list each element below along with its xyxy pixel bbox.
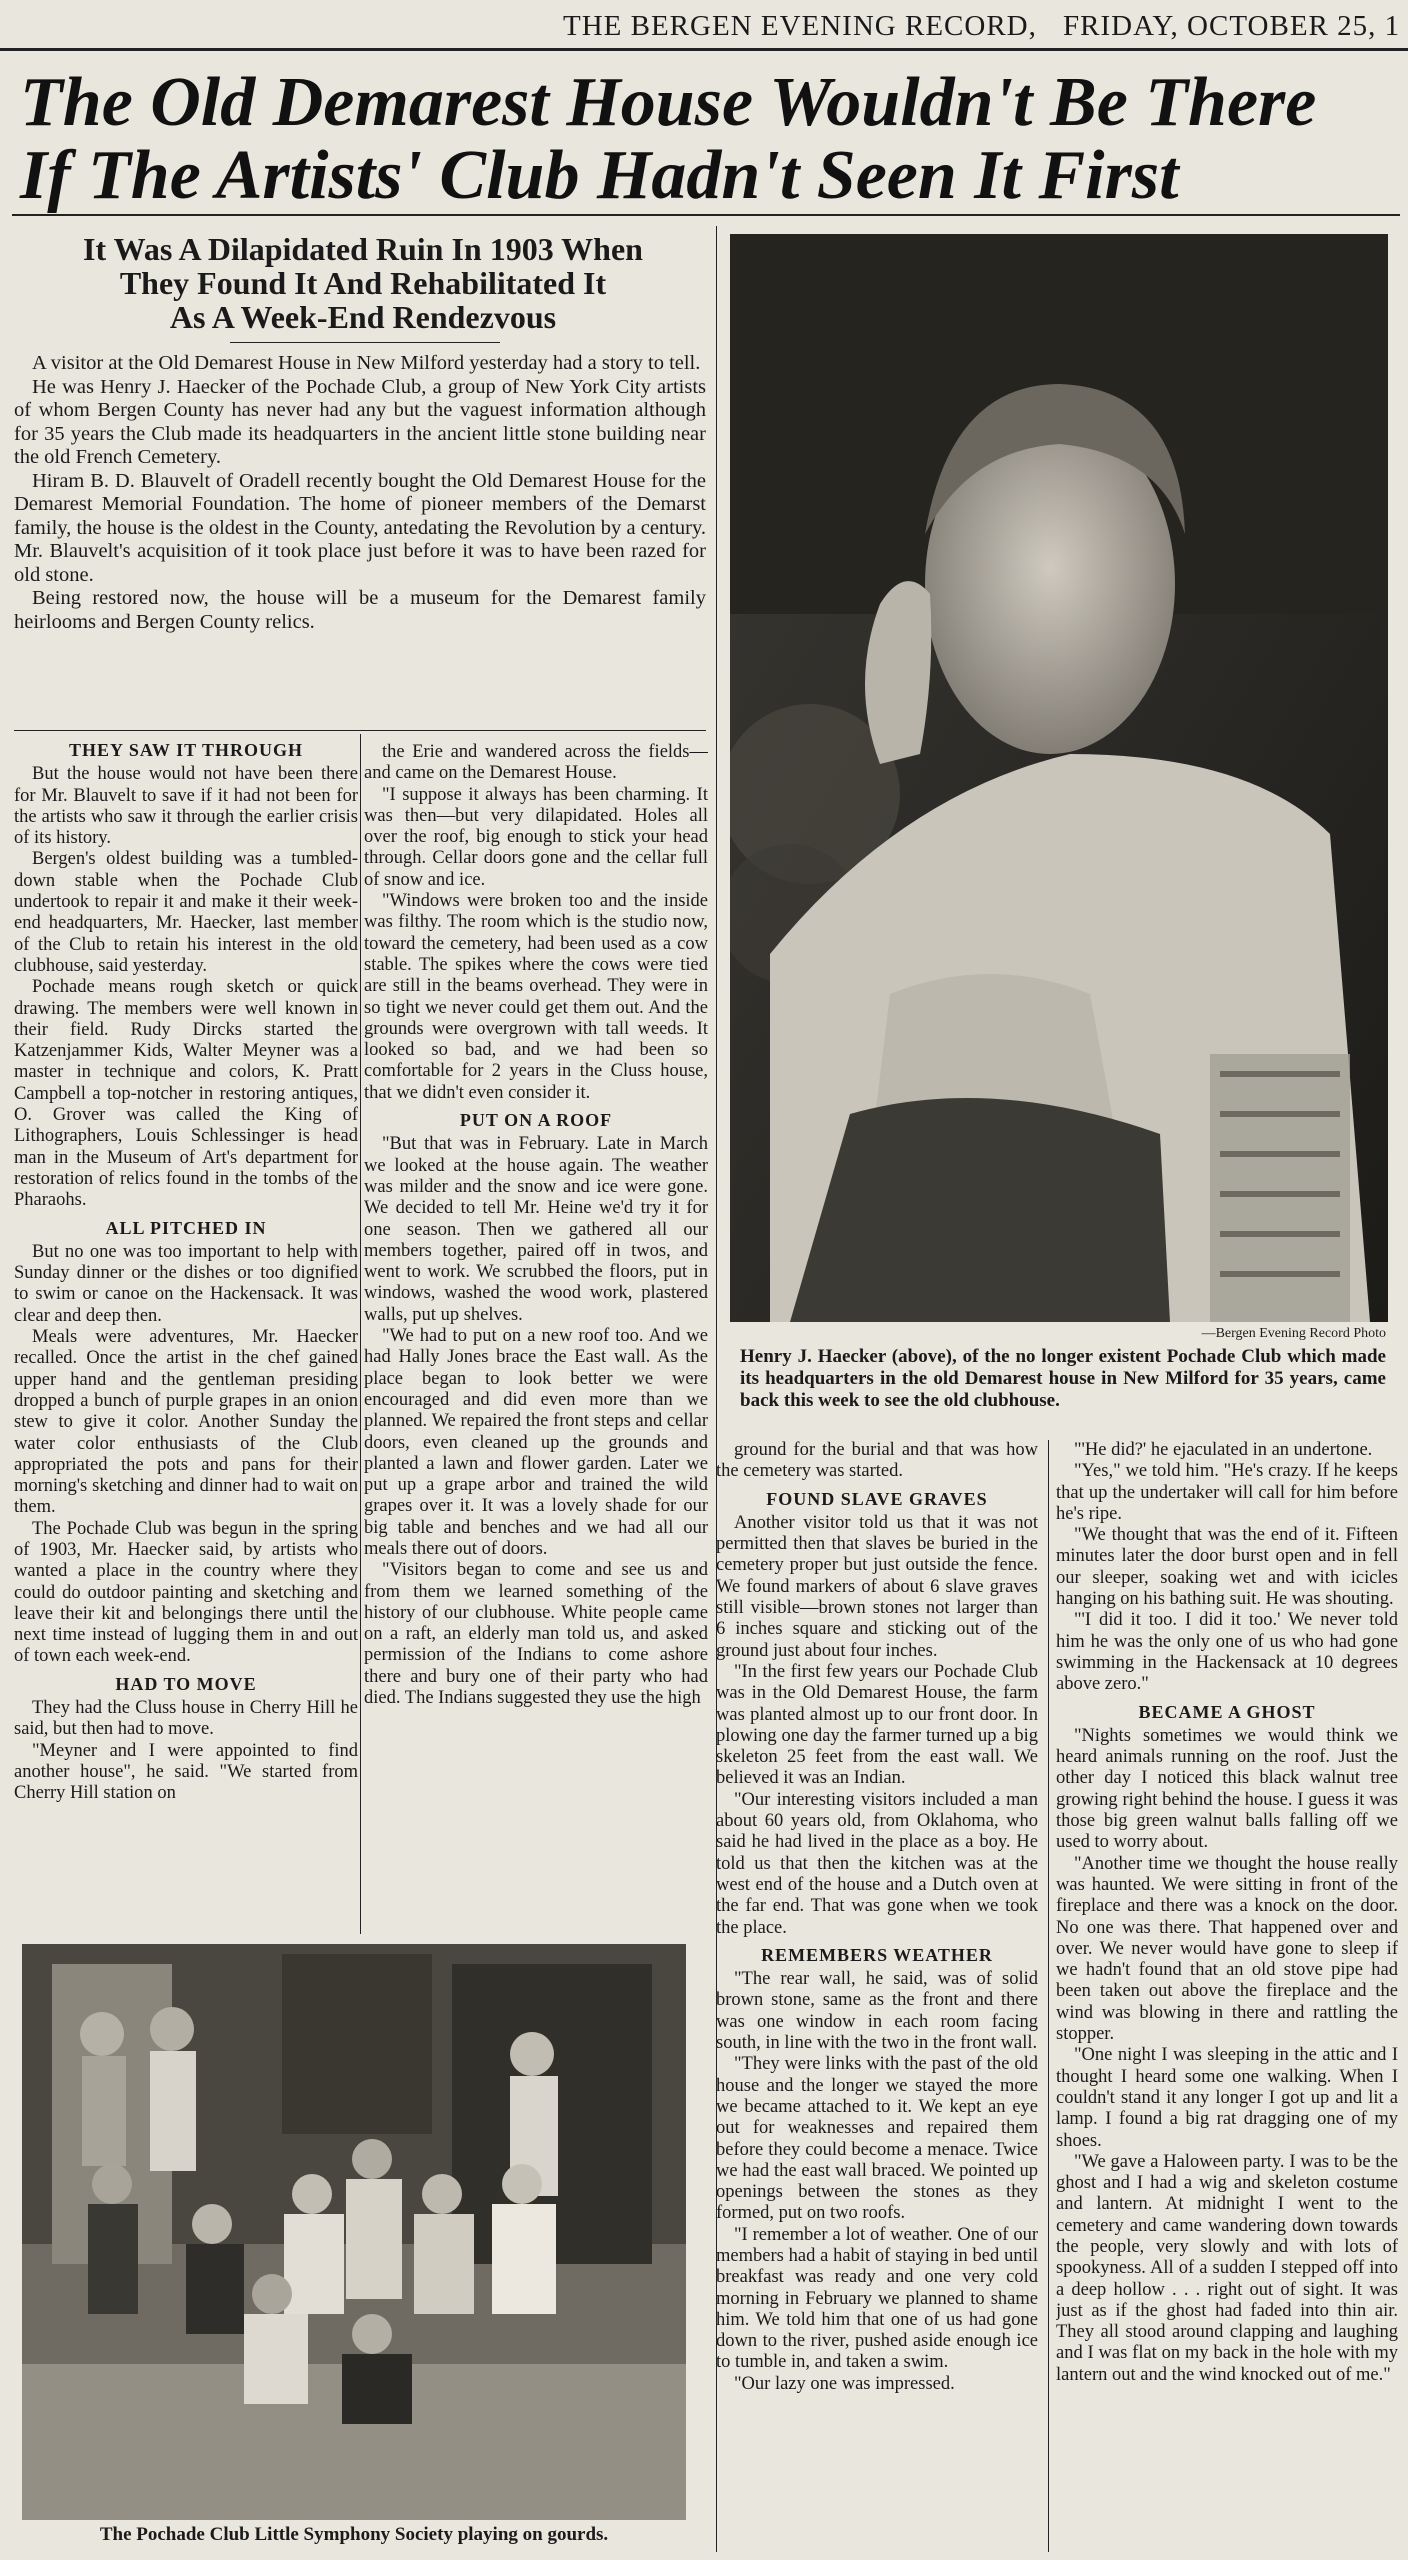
photo-group-caption: The Pochade Club Little Symphony Society playing on gourds. (99, 2524, 609, 2545)
column-2 (364, 742, 708, 1934)
column-rule (1048, 1440, 1049, 2552)
subhead-remembers-weather: REMEMBERS WEATHER (761, 1944, 993, 1965)
paragraph: "Nights sometimes we would think we heard animals running on the roof. Just the other day I noticed this black walnut tree growing right behind the house. I guess it was those big green walnut balls falling off we used to worry about. (1056, 1725, 1398, 1853)
lede-paragraph: A visitor at the Old Demarest House in New Milford yesterday had a story to tell. (32, 352, 701, 374)
lede-rule (14, 730, 706, 731)
subhead-saw-it-through: THEY SAW IT THROUGH (69, 740, 303, 760)
lede-paragraph: Hiram B. D. Blauvelt of Oradell recently bought the Old Demarest House for the Demarest Memorial Foundation. The home of pioneer members of the Demarst family, the house is the oldest in the County, antedating the Revolution by a century. Mr. Blauvelt's acquisition of it took place just before it was to have been razed for old stone. (14, 469, 706, 586)
paragraph: But the house would not have been there for Mr. Blauvelt to save if it had not been for the artists who saw it through the earlier crisis of its history. (14, 764, 358, 849)
headline-rule (12, 214, 1400, 216)
column-3 (716, 1440, 1038, 2552)
paragraph: Pochade means rough sketch or quick drawing. The members were well known in their field. Rudy Dircks started the Katzenjammer Kids, Walter Meyner was a master in technique and colors, K. Pratt Campbell a top-notcher in restoring antiques, O. Grover was called the King of Lithographers, Louis Schlessinger is head man in the Museum of Art's department for restoration of relics found in the tombs of the Pharaohs. (14, 977, 358, 1211)
paragraph: "In the first few years our Pochade Club was in the Old Demarest House, the farm was planted almost up to our front door. In plowing one day the farmer turned up a big skeleton 25 feet from the east wall. We believed it was an Indian. (716, 1661, 1038, 1789)
paragraph: "Windows were broken too and the inside was filthy. The room which is the studio now, toward the cemetery, had been used as a cow stable. The spikes where the cows were tied are still in the beams overhead. They were in so tight we never could get them out. And the grounds were overgrown with tall weeds. It looked so bad, and we had been so comfortable for 2 years in the Cluss house, that we didn't even consider it. (364, 891, 708, 1103)
masthead-date: FRIDAY, OCTOBER 25, 1 (1063, 10, 1401, 42)
photo-portrait-caption: Henry J. Haecker (above), of the no longer existent Pochade Club which made its headquarters in the old Demarest house in New Milford for 35 years, came back this week to see the old clubhouse. (740, 1346, 1386, 1411)
paragraph: "Visitors began to come and see us and from them we learned something of the history of our clubhouse. White people came on a raft, an elderly man told us, and asked permission of the Indians to come ashore there and bury one of their party who had died. The Indians suggested they use the high (364, 1560, 708, 1709)
paragraph: "Our interesting visitors included a man about 60 years old, from Oklahoma, who said he had lived in the place as a boy. He told us that then the kitchen was at the west end of the house and a Dutch oven at the far end. That was gone when we took the place. (716, 1789, 1038, 1938)
paragraph: ground for the burial and that was how the cemetery was started. (716, 1440, 1038, 1482)
paragraph: "Our lazy one was impressed. (734, 2373, 955, 2394)
headline-line-2: If The Artists' Club Hadn't Seen It First (20, 137, 1179, 214)
paragraph: "The rear wall, he said, was of solid brown stone, same as the front and there was one window in each room facing south, in line with the two in the front wall. (716, 1969, 1038, 2054)
deck-rule (230, 342, 500, 343)
photo-group (22, 1944, 686, 2520)
column-4 (1056, 1440, 1398, 2552)
paragraph: "They were links with the past of the old house and the longer we stayed the more we became attached to it. We kept an eye out for weaknesses and repaired them before they could become a menace. Twice we had the east wall braced. We pointed up openings between the stones as they formed, put on two roofs. (716, 2054, 1038, 2224)
subhead-put-on-a-roof: PUT ON A ROOF (459, 1110, 613, 1131)
paragraph: "Meyner and I were appointed to find another house", he said. "We started from Cherry Hill station on (14, 1740, 358, 1804)
deck-line-2: They Found It And Rehabilitated It (119, 265, 607, 301)
lede-paragraph: Being restored now, the house will be a museum for the Demarest family heirlooms and Bergen County relics. (14, 587, 706, 633)
lede-paragraph: He was Henry J. Haecker of the Pochade Club, a group of New York City artists of whom Bergen County has never had any but the vaguest information although for 35 years the Club made its headquarters in the ancient little stone building near the old French Cemetery. (14, 375, 706, 468)
photo-portrait (730, 234, 1388, 1322)
paragraph: The Pochade Club was begun in the spring of 1903, Mr. Haecker said, by artists who wanted a place in the country where they could do outdoor painting and sketching and leave their kit and belongings there until the next time instead of lugging them in and out of town each week-end. (14, 1518, 358, 1667)
paragraph: "One night I was sleeping in the attic and I thought I heard some one walking. When I couldn't stand it any longer I got up and lit a lamp. I found a big rat dragging one of my shoes. (1056, 2045, 1398, 2151)
paragraph: "We had to put on a new roof too. And we had Hally Jones brace the East wall. As the place began to look better we were encouraged and did even more than we planned. We repaired the front steps and cellar doors, even cleaned up the grounds and planted a lawn and flower garden. Later we put up a grape arbor and trained the wild grapes over it. It was a lovely shade for our big table and benches and we had all our meals there out of doors. (364, 1326, 708, 1559)
deck (12, 232, 714, 334)
paragraph: "I remember a lot of weather. One of our members had a habit of staying in bed until breakfast was ready and one very cold morning in February we planned to shame him. We told him that one of us had gone down to the river, pushed aside enough ice to tumble in, and taken a swim. (716, 2224, 1038, 2373)
paragraph: "I suppose it always has been charming. It was then—but very dilapidated. Holes all over the roof, big enough to stick your head through. Cellar doors gone and the cellar full of snow and ice. (364, 784, 708, 890)
paragraph: Bergen's oldest building was a tumbled-down stable when the Pochade Club undertook to repair it and make it their week-end headquarters, Mr. Haecker, last member of the Club to retain his interest in the old clubhouse, said yesterday. (14, 849, 358, 976)
lede-text (14, 352, 706, 730)
deck-line-1: It Was A Dilapidated Ruin In 1903 When (83, 231, 643, 267)
column-rule (360, 734, 361, 1934)
photo-credit: —Bergen Evening Record Photo (1201, 1326, 1386, 1341)
paragraph: "But that was in February. Late in March we looked at the house again. The weather was milder and the snow and ice were gone. We decided to tell Mr. Heine we'd try it for one season. Then we gathered all our members together, paired off in twos, and went to work. We scrubbed the floors, put in windows, washed the wood work, plastered walls, put up shelves. (364, 1134, 708, 1325)
paragraph: Meals were adventures, Mr. Haecker recalled. Once the artist in the chef gained upper hand and the gentleman presiding dropped a bunch of purple grapes in an onion stew to give it color. Another Sunday the water color enthusiasts of the Club appropriated the pots and pans for their morning's sketching and dinner had to wait on them. (14, 1327, 358, 1518)
paragraph: They had the Cluss house in Cherry Hill he said, but then had to move. (14, 1698, 358, 1740)
paragraph: But no one was too important to help with Sunday dinner or the dishes or too dignified to swim or canoe on the Hackensack. It was clear and deep then. (14, 1241, 358, 1326)
paragraph: Another visitor told us that it was not permitted then that slaves be buried in the cemetery proper but just outside the fence. We found markers of about 6 slave graves still visible—brown stones not larger than 6 inches square and sticking out of the ground just about four inches. (716, 1512, 1038, 1661)
subhead-became-a-ghost: BECAME A GHOST (1138, 1701, 1316, 1722)
masthead (0, 0, 1408, 51)
masthead-paper: THE BERGEN EVENING RECORD, (563, 10, 1037, 42)
subhead-all-pitched-in: ALL PITCHED IN (105, 1217, 267, 1238)
headline-line-1: The Old Demarest House Wouldn't Be There (20, 64, 1317, 141)
portrait-image (730, 234, 1388, 1322)
paragraph: "'I did it too. I did it too.' We never told him he was the only one of us who had gone swimming in the Hackensack at 10 degrees above zero." (1056, 1610, 1398, 1695)
subhead-had-to-move: HAD TO MOVE (115, 1673, 257, 1694)
column-1 (14, 734, 358, 1934)
paragraph: "We gave a Haloween party. I was to be the ghost and I had a wig and skeleton costume and lantern. At midnight I went to the cemetery and came wandering down towards the people, very slowly and with lots of spookyness. All of a sudden I stepped off into a deep hollow . . . right out of sight. It was just as if the ghost had faded into thin air. They all stood around clapping and laughing and I was flat on my back in the hole with my lantern out and the wind knocked out of me." (1056, 2151, 1398, 2385)
paragraph: "We thought that was the end of it. Fifteen minutes later the door burst open and in fell our sleeper, soaking wet and with icicles hanging on his bathing suit. He was shouting. (1056, 1525, 1398, 1610)
paragraph: the Erie and wandered across the fields—and came on the Demarest House. (364, 742, 708, 784)
paragraph: "Yes," we told him. "He's crazy. If he keeps that up the undertaker will call for him before he's ripe. (1056, 1461, 1398, 1524)
paragraph: "'He did?' he ejaculated in an undertone. (1074, 1440, 1373, 1460)
paragraph: "Another time we thought the house really was haunted. We were sitting in front of the fireplace and there was a knock on the door. No one was there. That happened over and over. We never would have gone to sleep if we hadn't found that an old stove pipe had been taken out above the fireplace and the wind was blowing in there and rattling the stopper. (1056, 1853, 1398, 2045)
deck-line-3: As A Week-End Rendezvous (169, 299, 557, 335)
group-image (22, 1944, 686, 2520)
subhead-found-slave-graves: FOUND SLAVE GRAVES (766, 1488, 988, 1509)
